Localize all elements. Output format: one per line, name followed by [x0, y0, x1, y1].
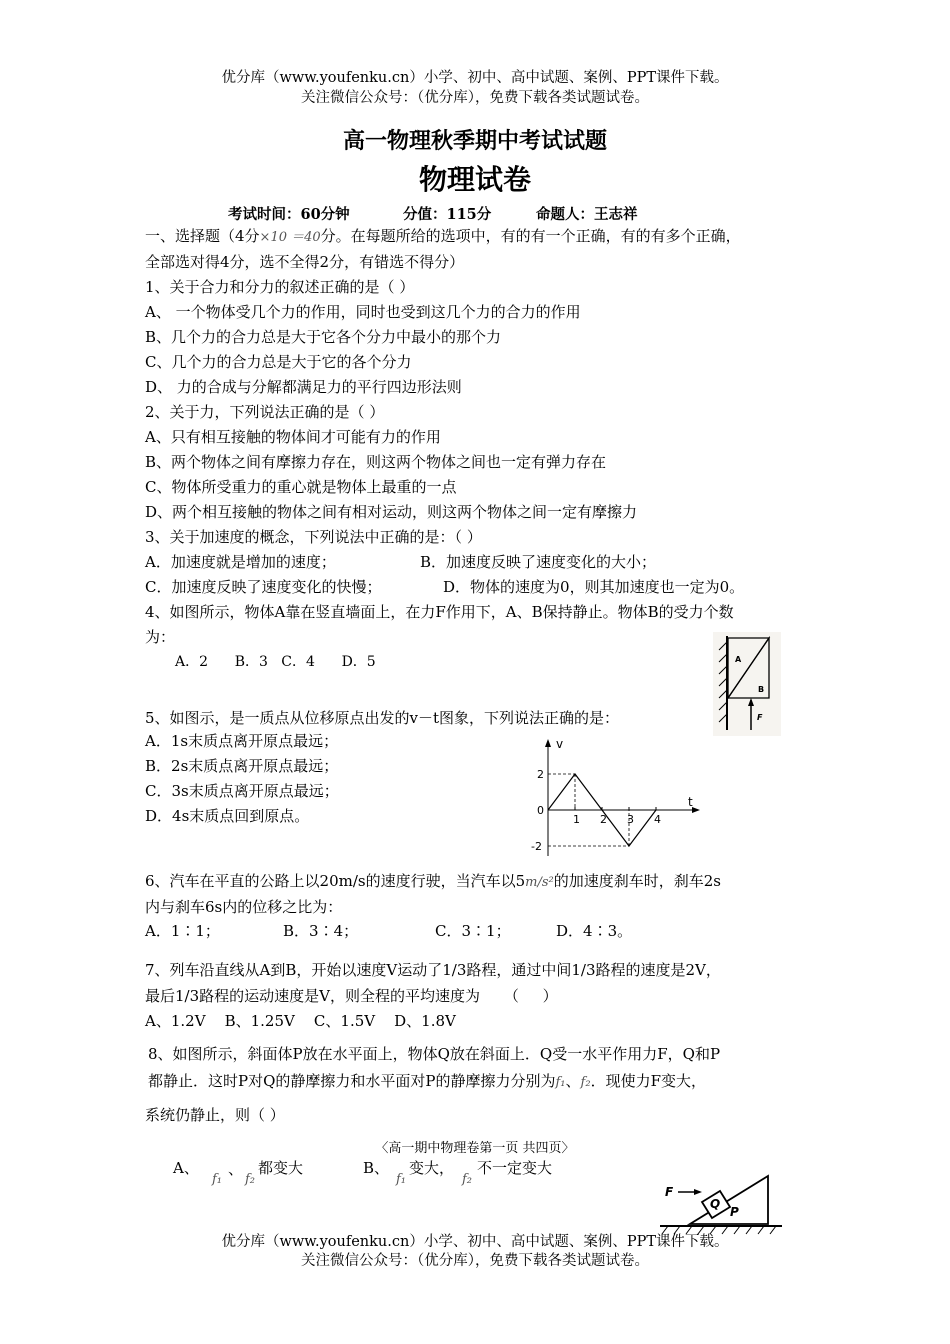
q3-option-a: A．加速度就是增加的速度； [145, 553, 336, 571]
x-tick-label-3: 3 [627, 813, 634, 826]
q8-option-b-f2: f₂ [462, 1172, 473, 1187]
q5-option-b: B．2s末质点离开原点最远； [145, 757, 339, 775]
q8-stem-b2: ．现使力F变大， [590, 1072, 706, 1090]
exam-title: 高一物理秋季期中考试试题 [342, 128, 607, 154]
q2-option-b: B、两个物体之间有摩擦力存在，则这两个物体之间也一定有弹力存在 [145, 453, 607, 471]
q7-stem-cont: 最后1/3路程的运动速度是V，则全程的平均速度为 （ ） [145, 987, 558, 1005]
q4-label-b: B [758, 685, 765, 694]
x-axis-arrowhead [692, 807, 700, 813]
q8-option-b-label: B、 [363, 1159, 390, 1177]
q8-label-f: F [665, 1185, 674, 1199]
q5-stem: 5、如图示，是一质点从位移原点出发的v－t图象，下列说法正确的是： [145, 709, 620, 727]
q6-stem-b: 的加速度刹车时，刹车2s [553, 872, 721, 890]
q6-stem [145, 870, 721, 891]
q5-option-c: C．3s末质点离开原点最远； [145, 782, 339, 800]
q8-stem-cont [148, 1070, 706, 1091]
q8-force-arrowhead [694, 1189, 702, 1195]
section-intro-rule: 全部选对得4分，选不全得2分，有错选不得分） [145, 253, 465, 271]
section-intro-b: 分。在每题所给的选项中，有的有一个正确，有的有多个正确， [320, 227, 741, 245]
q5-vt-chart [520, 730, 705, 860]
q4-stem-cont: 为： [145, 628, 176, 646]
q8-stem-b1: 都静止．这时P对Q的静摩擦力和水平面对P的静摩擦力分别为 [148, 1072, 556, 1090]
q3-stem: 3、关于加速度的概念，下列说法中正确的是：（ ） [145, 528, 482, 546]
header-line-1: 优分库（www.youfenku.cn）小学、初中、高中试题、案例、PPT课件下载。 [221, 70, 729, 86]
q8-stem-end: 系统仍静止，则（ ） [145, 1106, 285, 1124]
q2-option-c: C、物体所受重力的重心就是物体上最重的一点 [145, 478, 457, 496]
q2-option-d: D、两个相互接触的物体之间有相对运动，则这两个物体之间一定有摩擦力 [145, 503, 638, 521]
q8-option-b-text2: 不一定变大 [477, 1159, 553, 1177]
q8-f2: f₂ [580, 1075, 591, 1090]
q4-figure [713, 632, 781, 736]
q8-stem: 8、如图所示，斜面体P放在水平面上，物体Q放在斜面上．Q受一水平作用力F，Q和P [148, 1045, 721, 1063]
q1-option-d: D、 力的合成与分解都满足力的平行四边形法则 [145, 378, 462, 396]
q8-incline-p [690, 1176, 768, 1224]
q8-option-a-sep: 、 [228, 1160, 244, 1178]
q8-option-b-text1: 变大， [409, 1159, 455, 1177]
y-axis-arrowhead [545, 739, 551, 747]
q3-option-d: D．物体的速度为0，则其加速度也一定为0。 [443, 578, 745, 596]
q6-unit: m/s² [525, 875, 554, 890]
exam-time: 考试时间：60分钟 [228, 206, 350, 223]
q2-option-a: A、只有相互接触的物体间才可能有力的作用 [145, 428, 441, 446]
q2-stem: 2、关于力，下列说法正确的是（ ） [145, 403, 385, 421]
q8-option-a-f2: f₂ [245, 1172, 256, 1187]
q6-stem-cont: 内与刹车6s内的位移之比为： [145, 898, 343, 916]
q7-options: A、1.2V B、1.25V C、1.5V D、1.8V [145, 1012, 456, 1030]
q8-sep: 、 [565, 1072, 581, 1090]
section-intro [145, 225, 741, 246]
q1-stem: 1、关于合力和分力的叙述正确的是（ ） [145, 278, 415, 296]
y-axis-label: v [556, 737, 564, 751]
y-tick-label-neg2: -2 [531, 840, 542, 853]
q4-label-f: F [757, 713, 763, 722]
q1-option-b: B、几个力的合力总是大于它各个分力中最小的那个力 [145, 328, 502, 346]
page-indicator: 〈高一期中物理卷第一页 共四页〉 [375, 1141, 575, 1156]
x-tick-label-1: 1 [573, 813, 580, 826]
q4-figure-bg [713, 632, 781, 736]
q4-label-a: A [735, 655, 742, 664]
q8-option-a-text: 都变大 [258, 1159, 304, 1177]
q4-options: A．2 B．3 C．4 D．5 [175, 654, 376, 670]
q6-option-a: A．1∶1； [145, 922, 220, 940]
q5-option-d: D．4s末质点回到原点。 [145, 807, 310, 825]
q8-option-a-label: A、 [173, 1159, 199, 1177]
q4-stem: 4、如图所示，物体A靠在竖直墙面上，在力F作用下，A、B保持静止。物体B的受力个数 [145, 603, 734, 621]
paper-title: 物理试卷 [418, 163, 531, 196]
q5-option-a: A．1s末质点离开原点最远； [145, 732, 339, 750]
q8-figure [660, 1168, 785, 1236]
q8-f1: f₁ [555, 1075, 566, 1090]
x-tick-label-4: 4 [654, 813, 661, 826]
q6-option-d: D．4∶3。 [556, 922, 633, 940]
q1-option-c: C、几个力的合力总是大于它的各个分力 [145, 353, 412, 371]
q3-option-c: C．加速度反映了速度变化的快慢； [145, 578, 382, 596]
section-intro-a: 一、选择题（4分 [145, 227, 260, 245]
q8-label-q: Q [710, 1197, 721, 1211]
y-tick-label-2: 2 [537, 768, 544, 781]
header-line-2: 关注微信公众号：（优分库），免费下载各类试题试卷。 [301, 90, 649, 106]
q6-option-b: B．3∶4； [283, 922, 359, 940]
x-tick-label-2: 2 [600, 813, 607, 826]
y-tick-label-0: 0 [537, 804, 544, 817]
q1-option-a: A、 一个物体受几个力的作用，同时也受到这几个力的合力的作用 [145, 303, 581, 321]
q6-option-c: C．3∶1； [435, 922, 511, 940]
q3-option-b: B．加速度反映了速度变化的大小； [420, 553, 657, 571]
q8-option-b-f1: f₁ [396, 1172, 407, 1187]
footer-line-1: 优分库（www.youfenku.cn）小学、初中、高中试题、案例、PPT课件下载。 [221, 1234, 729, 1250]
exam-author: 命题人：王志祥 [536, 206, 638, 223]
q8-label-p: P [730, 1205, 739, 1219]
q8-option-a-f1: f₁ [212, 1172, 223, 1187]
section-intro-math: ×10 ＝40 [259, 230, 321, 245]
x-axis-label: t [688, 795, 693, 809]
q7-stem: 7、列车沿直线从A到B，开始以速度V运动了1/3路程，通过中间1/3路程的速度是2V， [145, 961, 721, 979]
exam-score: 分值：115分 [403, 206, 492, 223]
q6-stem-a: 6、汽车在平直的公路上以20m/s的速度行驶，当汽车以5 [145, 872, 526, 890]
footer-line-2: 关注微信公众号：（优分库），免费下载各类试题试卷。 [301, 1253, 649, 1269]
